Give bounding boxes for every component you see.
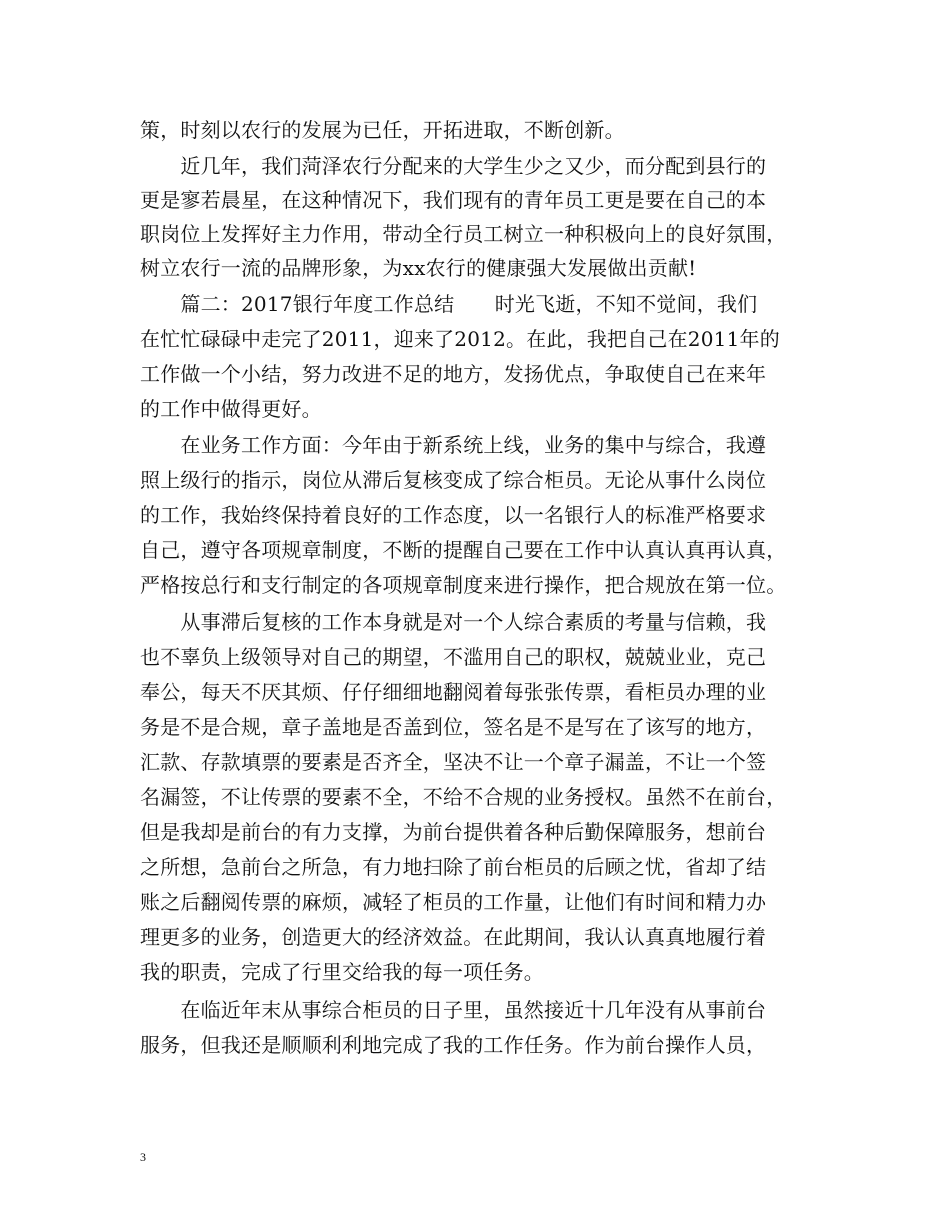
text-line: 名漏签，不让传票的要素不全，不给不合规的业务授权。虽然不在前台， [140, 785, 787, 809]
text-line: 奉公，每天不厌其烦、仔仔细细地翻阅着每张张传票，看柜员办理的业 [140, 680, 767, 704]
text-line: 也不辜负上级领导对自己的期望，不滥用自己的职权，兢兢业业，克己 [140, 645, 767, 669]
text-line: 我的职责，完成了行里交给我的每一项任务。 [140, 960, 544, 984]
text-line: 从事滞后复核的工作本身就是对一个人综合素质的考量与信赖，我 [140, 610, 767, 634]
text-line: 更是寥若晨星，在这种情况下，我们现有的青年员工更是要在自己的本 [140, 188, 767, 212]
text-line: 在业务工作方面：今年由于新系统上线，业务的集中与综合，我遵 [140, 433, 767, 457]
text-line: 汇款、存款填票的要素是否齐全，坚决不让一个章子漏盖，不让一个签 [140, 750, 767, 774]
text-line: 的工作中做得更好。 [140, 397, 322, 421]
text-line: 策，时刻以农行的发展为已任，开拓进取，不断创新。 [140, 118, 625, 142]
text-line: 服务，但我还是顺顺利利地完成了我的工作任务。作为前台操作人员， [140, 1033, 767, 1057]
text-line: 篇二：2017银行年度工作总结 时光飞逝，不知不觉间，我们 [140, 292, 758, 316]
page-number: 3 [140, 1150, 146, 1164]
text-line: 之所想，急前台之所急，有力地扫除了前台柜员的后顾之忧，省却了结 [140, 855, 767, 879]
text-line: 照上级行的指示，岗位从滞后复核变成了综合柜员。无论从事什么岗位 [140, 468, 767, 492]
text-line: 严格按总行和支行制定的各项规章制度来进行操作，把合规放在第一位。 [140, 573, 787, 597]
text-line: 在临近年末从事综合柜员的日子里，虽然接近十几年没有从事前台 [140, 998, 767, 1022]
text-line: 职岗位上发挥好主力作用，带动全行员工树立一种积极向上的良好氛围， [140, 222, 787, 246]
text-line: 树立农行一流的品牌形象，为xx农行的健康强大发展做出贡献! [140, 256, 697, 280]
text-line: 在忙忙碌碌中走完了2011，迎来了2012。在此，我把自己在2011年的 [140, 327, 780, 351]
text-line: 账之后翻阅传票的麻烦，减轻了柜员的工作量，让他们有时间和精力办 [140, 890, 767, 914]
text-line: 但是我却是前台的有力支撑，为前台提供着各种后勤保障服务，想前台 [140, 820, 767, 844]
text-line: 自己，遵守各项规章制度，不断的提醒自己要在工作中认真认真再认真， [140, 538, 787, 562]
text-line: 务是不是合规，章子盖地是否盖到位，签名是不是写在了该写的地方， [140, 715, 767, 739]
text-line: 的工作，我始终保持着良好的工作态度，以一名银行人的标准严格要求 [140, 503, 767, 527]
text-line: 理更多的业务，创造更大的经济效益。在此期间，我认认真真地履行着 [140, 925, 767, 949]
text-line: 工作做一个小结，努力改进不足的地方，发扬优点，争取使自己在来年 [140, 362, 767, 386]
text-line: 近几年，我们菏泽农行分配来的大学生少之又少，而分配到县行的 [140, 154, 767, 178]
